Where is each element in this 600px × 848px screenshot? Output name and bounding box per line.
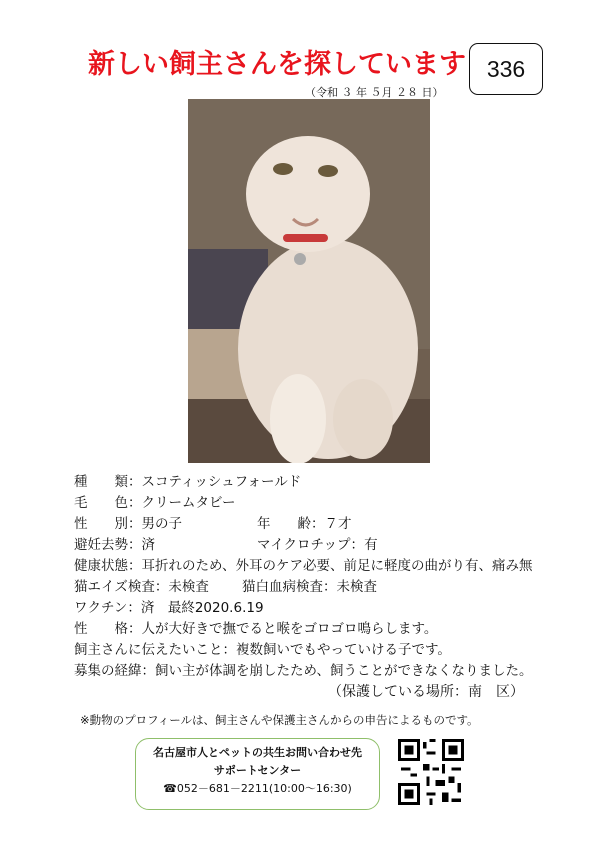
- listing-number: [469, 43, 543, 95]
- publish-date: （令和 ３ 年 ５月 ２８ 日）: [305, 86, 444, 99]
- chip-group: [257, 535, 378, 556]
- vaccine-row: [74, 598, 532, 619]
- coat-label: 毛 色：: [74, 495, 142, 511]
- message-label: 飼主さんに伝えたいこと：: [74, 642, 236, 658]
- neuter-label: 避妊去勢：: [74, 537, 142, 553]
- vaccine-label: ワクチン：: [74, 600, 141, 616]
- message-value: 複数飼いでもやっていける子です。: [236, 642, 451, 658]
- leukemia-value: 未検査: [336, 579, 377, 595]
- health-label: 健康状態：: [74, 558, 142, 574]
- leukemia-label: 猫白血病検査：: [242, 579, 337, 595]
- fiv-label: 猫エイズ検査：: [74, 579, 169, 595]
- age-group: [257, 514, 352, 535]
- age-label: 年 齢：: [257, 516, 325, 532]
- personality-row: [74, 619, 532, 640]
- sex-value: 男の子: [141, 516, 182, 532]
- disclaimer-note: ※動物のプロフィールは、飼主さんや保護主さんからの申告によるものです。: [80, 713, 479, 727]
- chip-label: マイクロチップ：: [257, 537, 365, 553]
- fiv-value: 未検査: [168, 579, 209, 595]
- contact-center: サポートセンター: [213, 764, 302, 777]
- contact-org: 名古屋市人とペットの共生お問い合わせ先: [153, 746, 362, 759]
- neuter-chip-row: [74, 535, 532, 556]
- health-row: [74, 556, 532, 577]
- shelter-location: （保護している場所：南 区）: [328, 684, 524, 700]
- reason-label: 募集の経緯：: [74, 663, 155, 679]
- cat-photo: [188, 99, 430, 463]
- breed-row: [74, 472, 532, 493]
- sex-age-row: [74, 514, 532, 535]
- page-title: 新しい飼主さんを探しています: [88, 49, 466, 80]
- sex-label: 性 別：: [74, 516, 142, 532]
- coat-row: [74, 493, 532, 514]
- breed-label: 種 類：: [74, 474, 142, 490]
- profile-details: [74, 472, 532, 682]
- coat-value: クリームタビー: [141, 495, 236, 511]
- qr-code-icon[interactable]: [398, 739, 464, 805]
- leukemia-group: [242, 577, 377, 598]
- health-value: 耳折れのため、外耳のケア必要、前足に軽度の曲がり有、痛み無: [141, 558, 533, 574]
- reason-value: 飼い主が体調を崩したため、飼うことができなくなりました。: [155, 663, 533, 679]
- personality-value: 人が大好きで撫でると喉をゴロゴロ鳴らします。: [141, 621, 438, 637]
- listing-number-text: 336: [486, 55, 526, 82]
- personality-label: 性 格：: [74, 621, 142, 637]
- message-row: [74, 640, 532, 661]
- neuter-value: 済: [141, 537, 155, 553]
- contact-phone[interactable]: ☎052－681－2211(10:00～16:30): [163, 782, 352, 795]
- vaccine-value: 済 最終2020.6.19: [140, 600, 264, 616]
- age-value: ７才: [324, 516, 352, 532]
- reason-row: [74, 661, 532, 682]
- tests-row: [74, 577, 532, 598]
- chip-value: 有: [364, 537, 378, 553]
- contact-box: [135, 738, 380, 810]
- breed-value: スコティッシュフォールド: [141, 474, 302, 490]
